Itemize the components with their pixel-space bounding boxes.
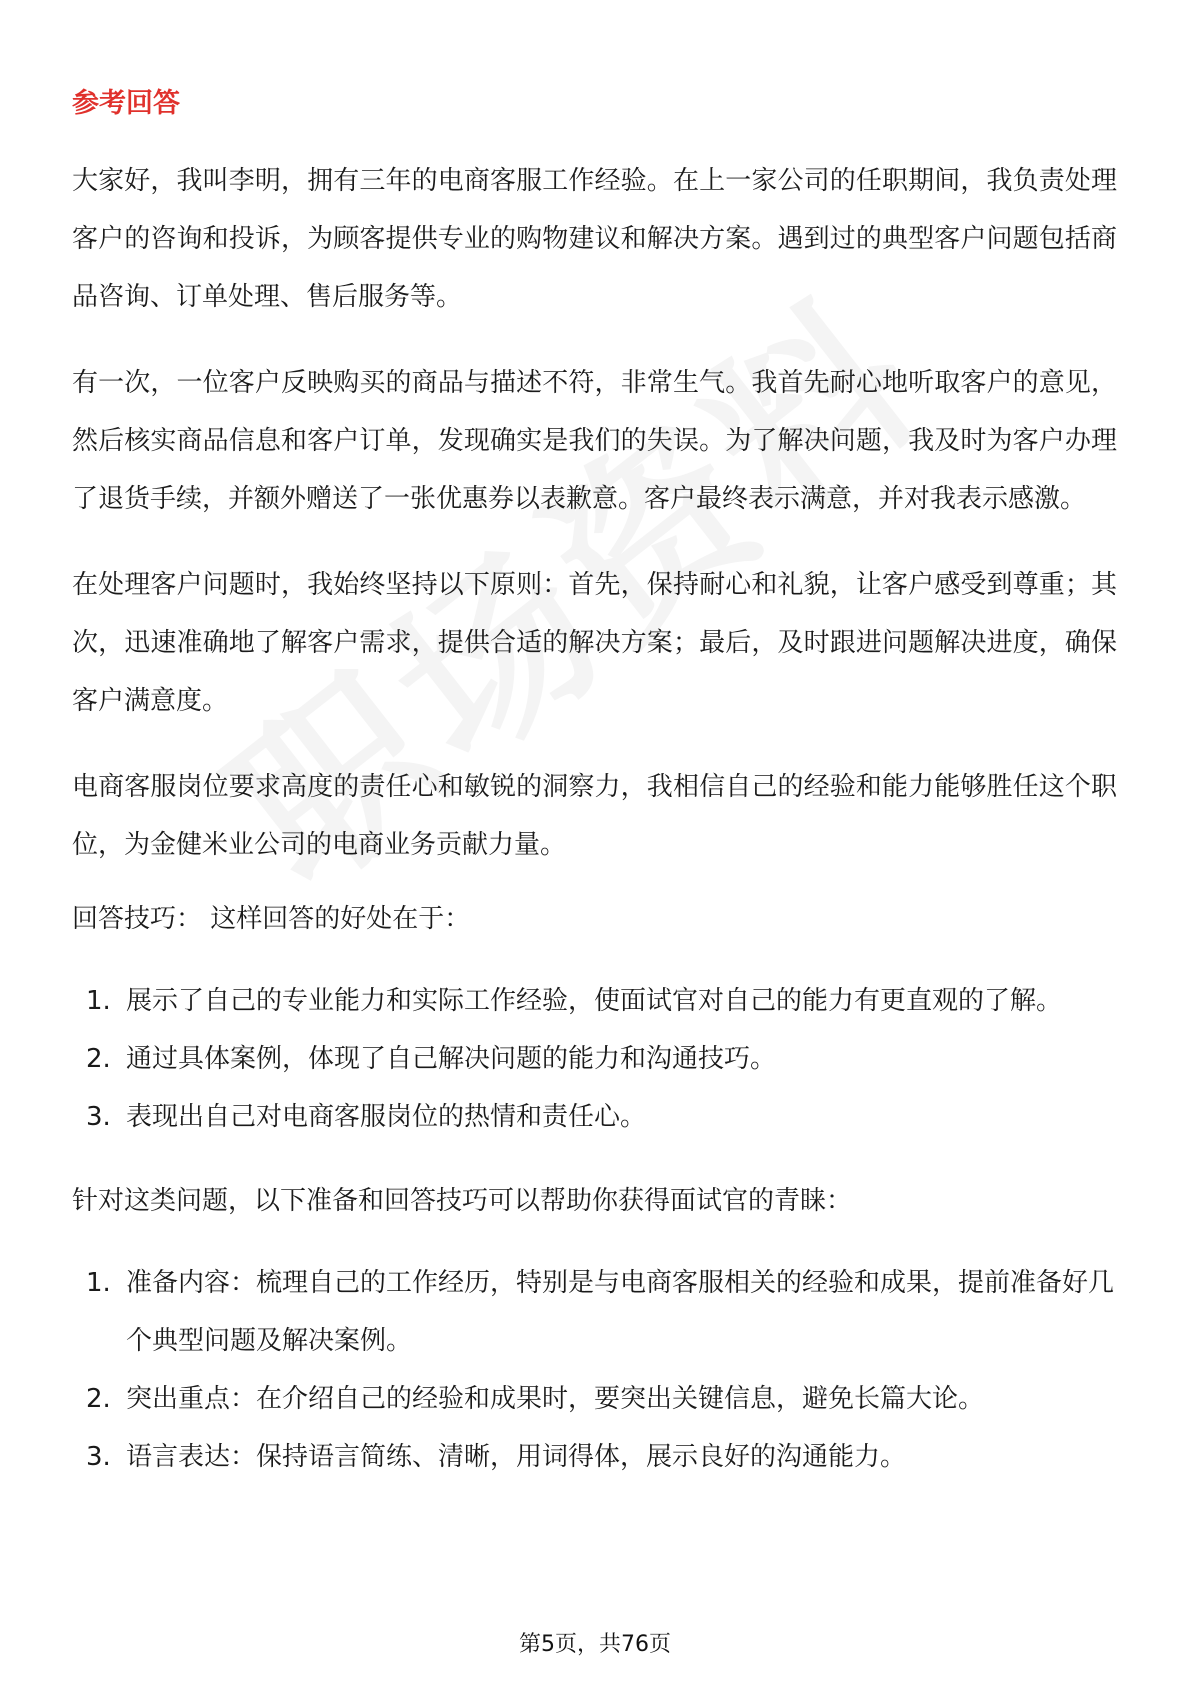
paragraph-conclusion: 电商客服岗位要求高度的责任心和敏锐的洞察力，我相信自己的经验和能力能够胜任这个职位，为金健米业公司的电商业务贡献力量。 [72, 772, 1117, 860]
list-item-text: 表现出自己对电商客服岗位的热情和责任心。 [126, 1102, 647, 1132]
list-item-text: 突出重点：在介绍自己的经验和成果时，要突出关键信息，避免长篇大论。 [126, 1384, 985, 1414]
paragraph-principles: 在处理客户问题时，我始终坚持以下原则：首先，保持耐心和礼貌，让客户感受到尊重；其次，迅速准确地了解客户需求，提供合适的解决方案；最后，及时跟进问题解决进度，确保客户满意度。 [72, 570, 1117, 716]
section-title: 参考回答 [72, 88, 180, 119]
prep-list [72, 1254, 1117, 1486]
paragraph-case: 有一次，一位客户反映购买的商品与描述不符，非常生气。我首先耐心地听取客户的意见，然后核实商品信息和客户订单，发现确实是我们的失误。为了解决问题，我及时为客户办理了退货手续，并额外赠送了一张优惠券以表歉意。客户最终表示满意，并对我表示感激。 [72, 368, 1117, 514]
page-number: 第5页，共76页 [519, 1632, 671, 1657]
list-number: 3. [86, 1442, 111, 1472]
prep-intro: 针对这类问题，以下准备和回答技巧可以帮助你获得面试官的青睐： [72, 1186, 853, 1216]
list-item [72, 972, 1117, 1030]
list-item [72, 1428, 1117, 1486]
list-number: 1. [86, 986, 111, 1016]
tips-intro: 回答技巧： 这样回答的好处在于： [72, 904, 471, 934]
list-number: 2. [86, 1044, 111, 1074]
list-item-text: 语言表达：保持语言简练、清晰，用词得体，展示良好的沟通能力。 [126, 1442, 907, 1472]
list-number: 1. [86, 1268, 111, 1298]
list-number: 3. [86, 1102, 111, 1132]
list-item [72, 1370, 1117, 1428]
paragraph-intro: 大家好，我叫李明，拥有三年的电商客服工作经验。在上一家公司的任职期间，我负责处理客户的咨询和投诉，为顾客提供专业的购物建议和解决方案。遇到过的典型客户问题包括商品咨询、订单处理、售后服务等。 [72, 166, 1117, 312]
list-item-text: 展示了自己的专业能力和实际工作经验，使面试官对自己的能力有更直观的了解。 [126, 986, 1063, 1016]
list-item-text: 准备内容：梳理自己的工作经历，特别是与电商客服相关的经验和成果，提前准备好几个典型问题及解决案例。 [126, 1268, 1115, 1356]
list-item [72, 1030, 1117, 1088]
list-item [72, 1254, 1117, 1370]
page-content [72, 84, 1117, 1512]
list-item [72, 1088, 1117, 1146]
list-number: 2. [86, 1384, 111, 1414]
list-item-text: 通过具体案例，体现了自己解决问题的能力和沟通技巧。 [126, 1044, 777, 1074]
tips-list [72, 972, 1117, 1146]
